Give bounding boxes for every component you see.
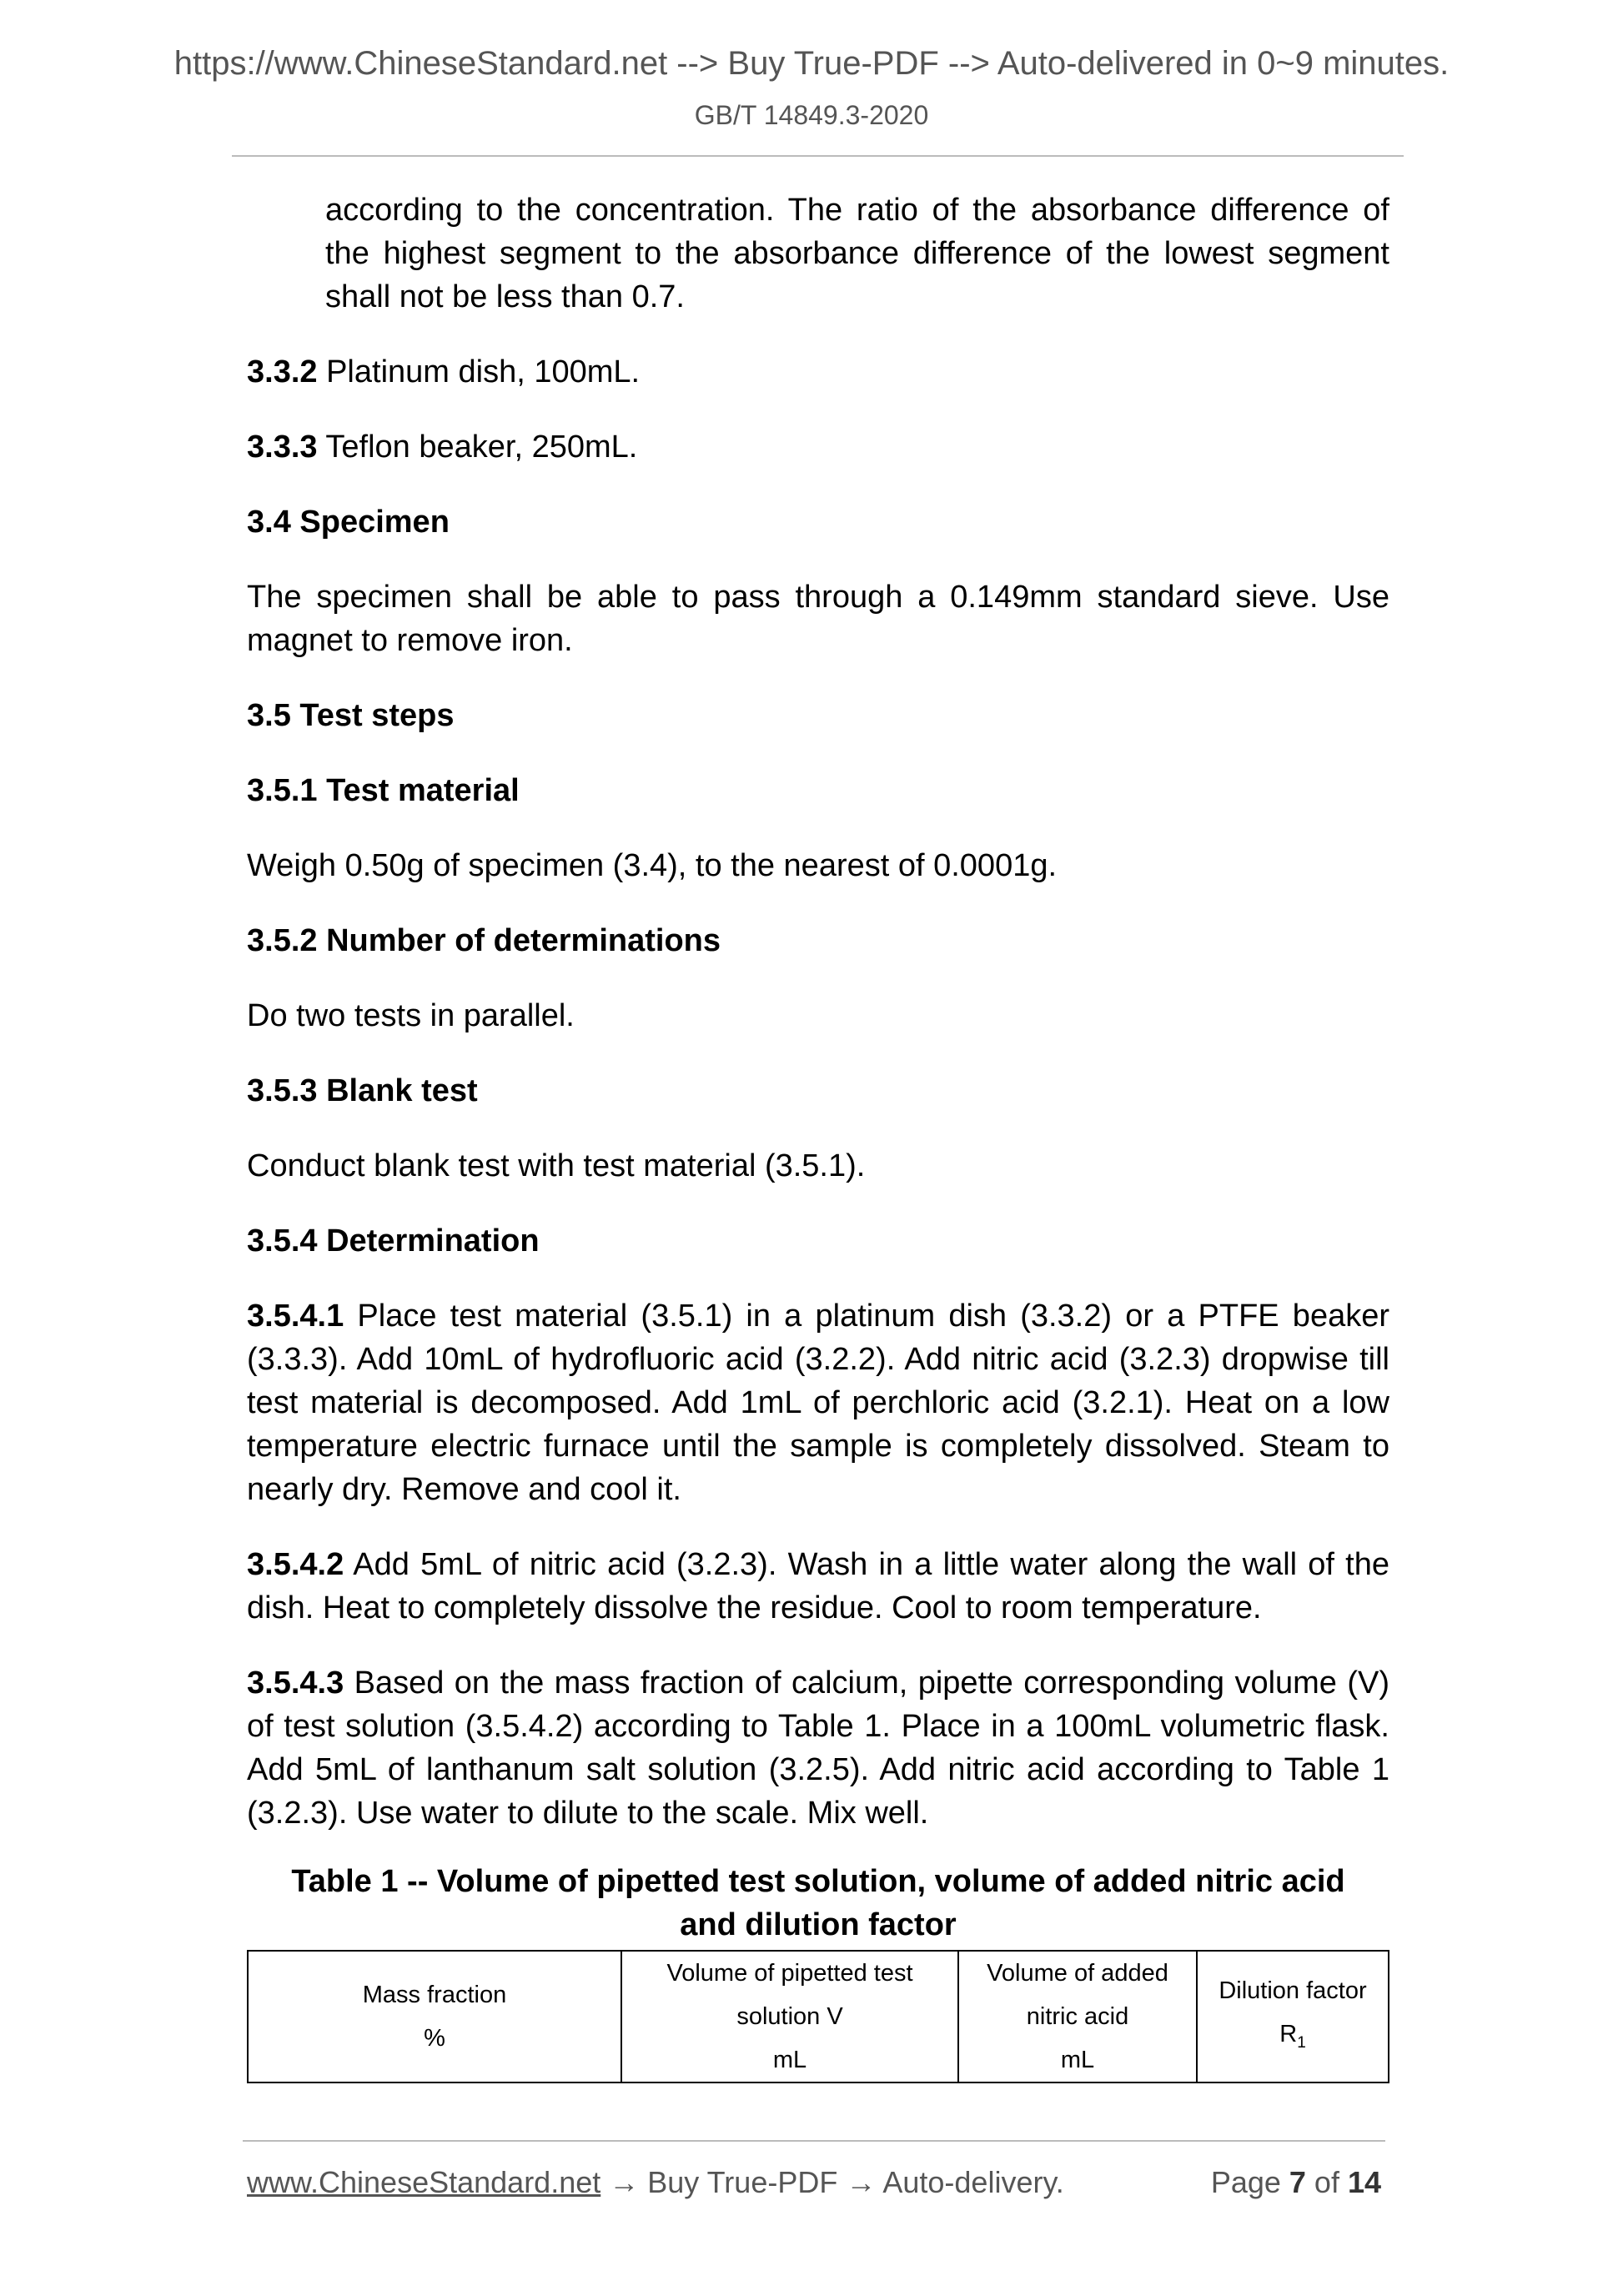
clause-text: Teflon beaker, 250mL.: [317, 430, 638, 465]
blank-test-paragraph: Conduct blank test with test material (3.5.1).: [247, 1148, 866, 1183]
header-unit: mL: [1060, 2047, 1095, 2073]
footer-buy-text: Buy True-PDF: [647, 2165, 838, 2199]
clause-number: 3.3.3: [247, 430, 318, 465]
header-text: Mass fraction: [362, 1982, 507, 2008]
header-cell-dilution-factor: [1197, 1951, 1389, 2082]
table-header-row: [248, 1951, 1389, 2082]
table-caption-line-2: and dilution factor: [680, 1907, 957, 1942]
specimen-paragraph: The specimen shall be able to pass through a 0.149mm standard sieve. Use magnet to remove iron.: [247, 580, 1389, 658]
table-caption: [247, 1860, 1389, 1947]
clause-number: 3.5.4.2: [247, 1547, 344, 1582]
clause-3-5-4-1: [247, 1294, 1389, 1511]
clause-number: 3.5.4.1: [247, 1299, 344, 1334]
header-unit: %: [424, 2025, 445, 2052]
clause-3-5-4-2: [247, 1543, 1389, 1630]
clause-3-3-2: [247, 350, 1389, 394]
section-heading-determinations: 3.5.2 Number of determinations: [247, 923, 721, 958]
page-of-label: of: [1305, 2165, 1348, 2199]
header-cell-pipetted-volume: [621, 1951, 958, 2082]
header-symbol: [1201, 2012, 1384, 2065]
clause-number: 3.3.2: [247, 354, 318, 389]
table-caption-line-1: Table 1 -- Volume of pipetted test solution, volume of added nitric acid: [291, 1864, 1345, 1899]
arrow-icon: →: [837, 2165, 883, 2199]
header-cell-nitric-acid-volume: [958, 1951, 1197, 2082]
standard-number: GB/T 14849.3-2020: [694, 100, 929, 130]
clause-text: Based on the mass fraction of calcium, pipette corresponding volume (V) of test solution (3.5.4.2) according to Table 1. Place in a 100mL volumetric flask. Add 5mL of lanthanum salt solution (3.2.5). Add nitric acid according to Table 1 (3.2.3). Use water to dilute to the scale. Mix well.: [247, 1665, 1389, 1831]
header-text: Volume of pipetted test: [666, 1960, 913, 1987]
symbol-subscript: 1: [1297, 2033, 1306, 2052]
footer-delivery-text: Auto-delivery.: [882, 2165, 1064, 2199]
clause-text: Add 5mL of nitric acid (3.2.3). Wash in a little water along the wall of the dish. Heat to completely dissolve the residue. Cool to room temperature.: [247, 1547, 1389, 1625]
determinations-paragraph: Do two tests in parallel.: [247, 998, 575, 1033]
page-indicator: [1211, 2165, 1381, 2200]
header-text: solution V: [736, 2003, 843, 2030]
clause-3-3-3: [247, 425, 1389, 469]
header-text: Dilution factor: [1219, 1977, 1367, 2004]
section-heading-determination: 3.5.4 Determination: [247, 1223, 540, 1259]
test-material-paragraph: Weigh 0.50g of specimen (3.4), to the nearest of 0.0001g.: [247, 848, 1058, 883]
footer-site-link[interactable]: www.ChineseStandard.net: [247, 2165, 601, 2199]
section-heading-blank-test: 3.5.3 Blank test: [247, 1073, 478, 1108]
page-total: 14: [1347, 2165, 1381, 2199]
clause-3-5-4-3: [247, 1661, 1389, 1835]
document-body: [247, 188, 1389, 2083]
page-footer: [247, 2165, 1381, 2200]
clause-text: Platinum dish, 100mL.: [317, 354, 641, 389]
source-banner: https://www.ChineseStandard.net --> Buy True-PDF --> Auto-delivered in 0~9 minutes.: [173, 45, 1450, 82]
arrow-icon: →: [600, 2165, 648, 2199]
page-number: 7: [1289, 2165, 1306, 2199]
header-text: nitric acid: [1026, 2003, 1129, 2030]
footer-divider: [243, 2140, 1385, 2142]
section-heading-test-material: 3.5.1 Test material: [247, 773, 520, 808]
header-cell-mass-fraction: [248, 1951, 621, 2082]
section-heading-specimen: 3.4 Specimen: [247, 505, 450, 540]
section-heading-test-steps: 3.5 Test steps: [247, 698, 455, 733]
table-1: [247, 1950, 1389, 2083]
header-unit: mL: [772, 2047, 807, 2073]
clause-text: Place test material (3.5.1) in a platinum dish (3.3.2) or a PTFE beaker (3.3.3). Add 10mL of hydrofluoric acid (3.2.2). Add nitric acid (3.2.3) dropwise till test material is decomposed. Add 1mL of perchloric acid (3.2.1). Heat on a low temperature electric furnace until the sample is completely dissolved. Steam to nearly dry. Remove and cool it.: [247, 1299, 1389, 1507]
symbol-letter: R: [1279, 2020, 1298, 2047]
page-label: Page: [1210, 2165, 1289, 2199]
continued-paragraph: according to the concentration. The ratio of the absorbance difference of the highest segment to the absorbance difference of the lowest segment shall not be less than 0.7.: [325, 193, 1389, 314]
header-text: Volume of added: [987, 1960, 1168, 1987]
header-divider: [232, 155, 1404, 157]
clause-number: 3.5.4.3: [247, 1665, 344, 1701]
